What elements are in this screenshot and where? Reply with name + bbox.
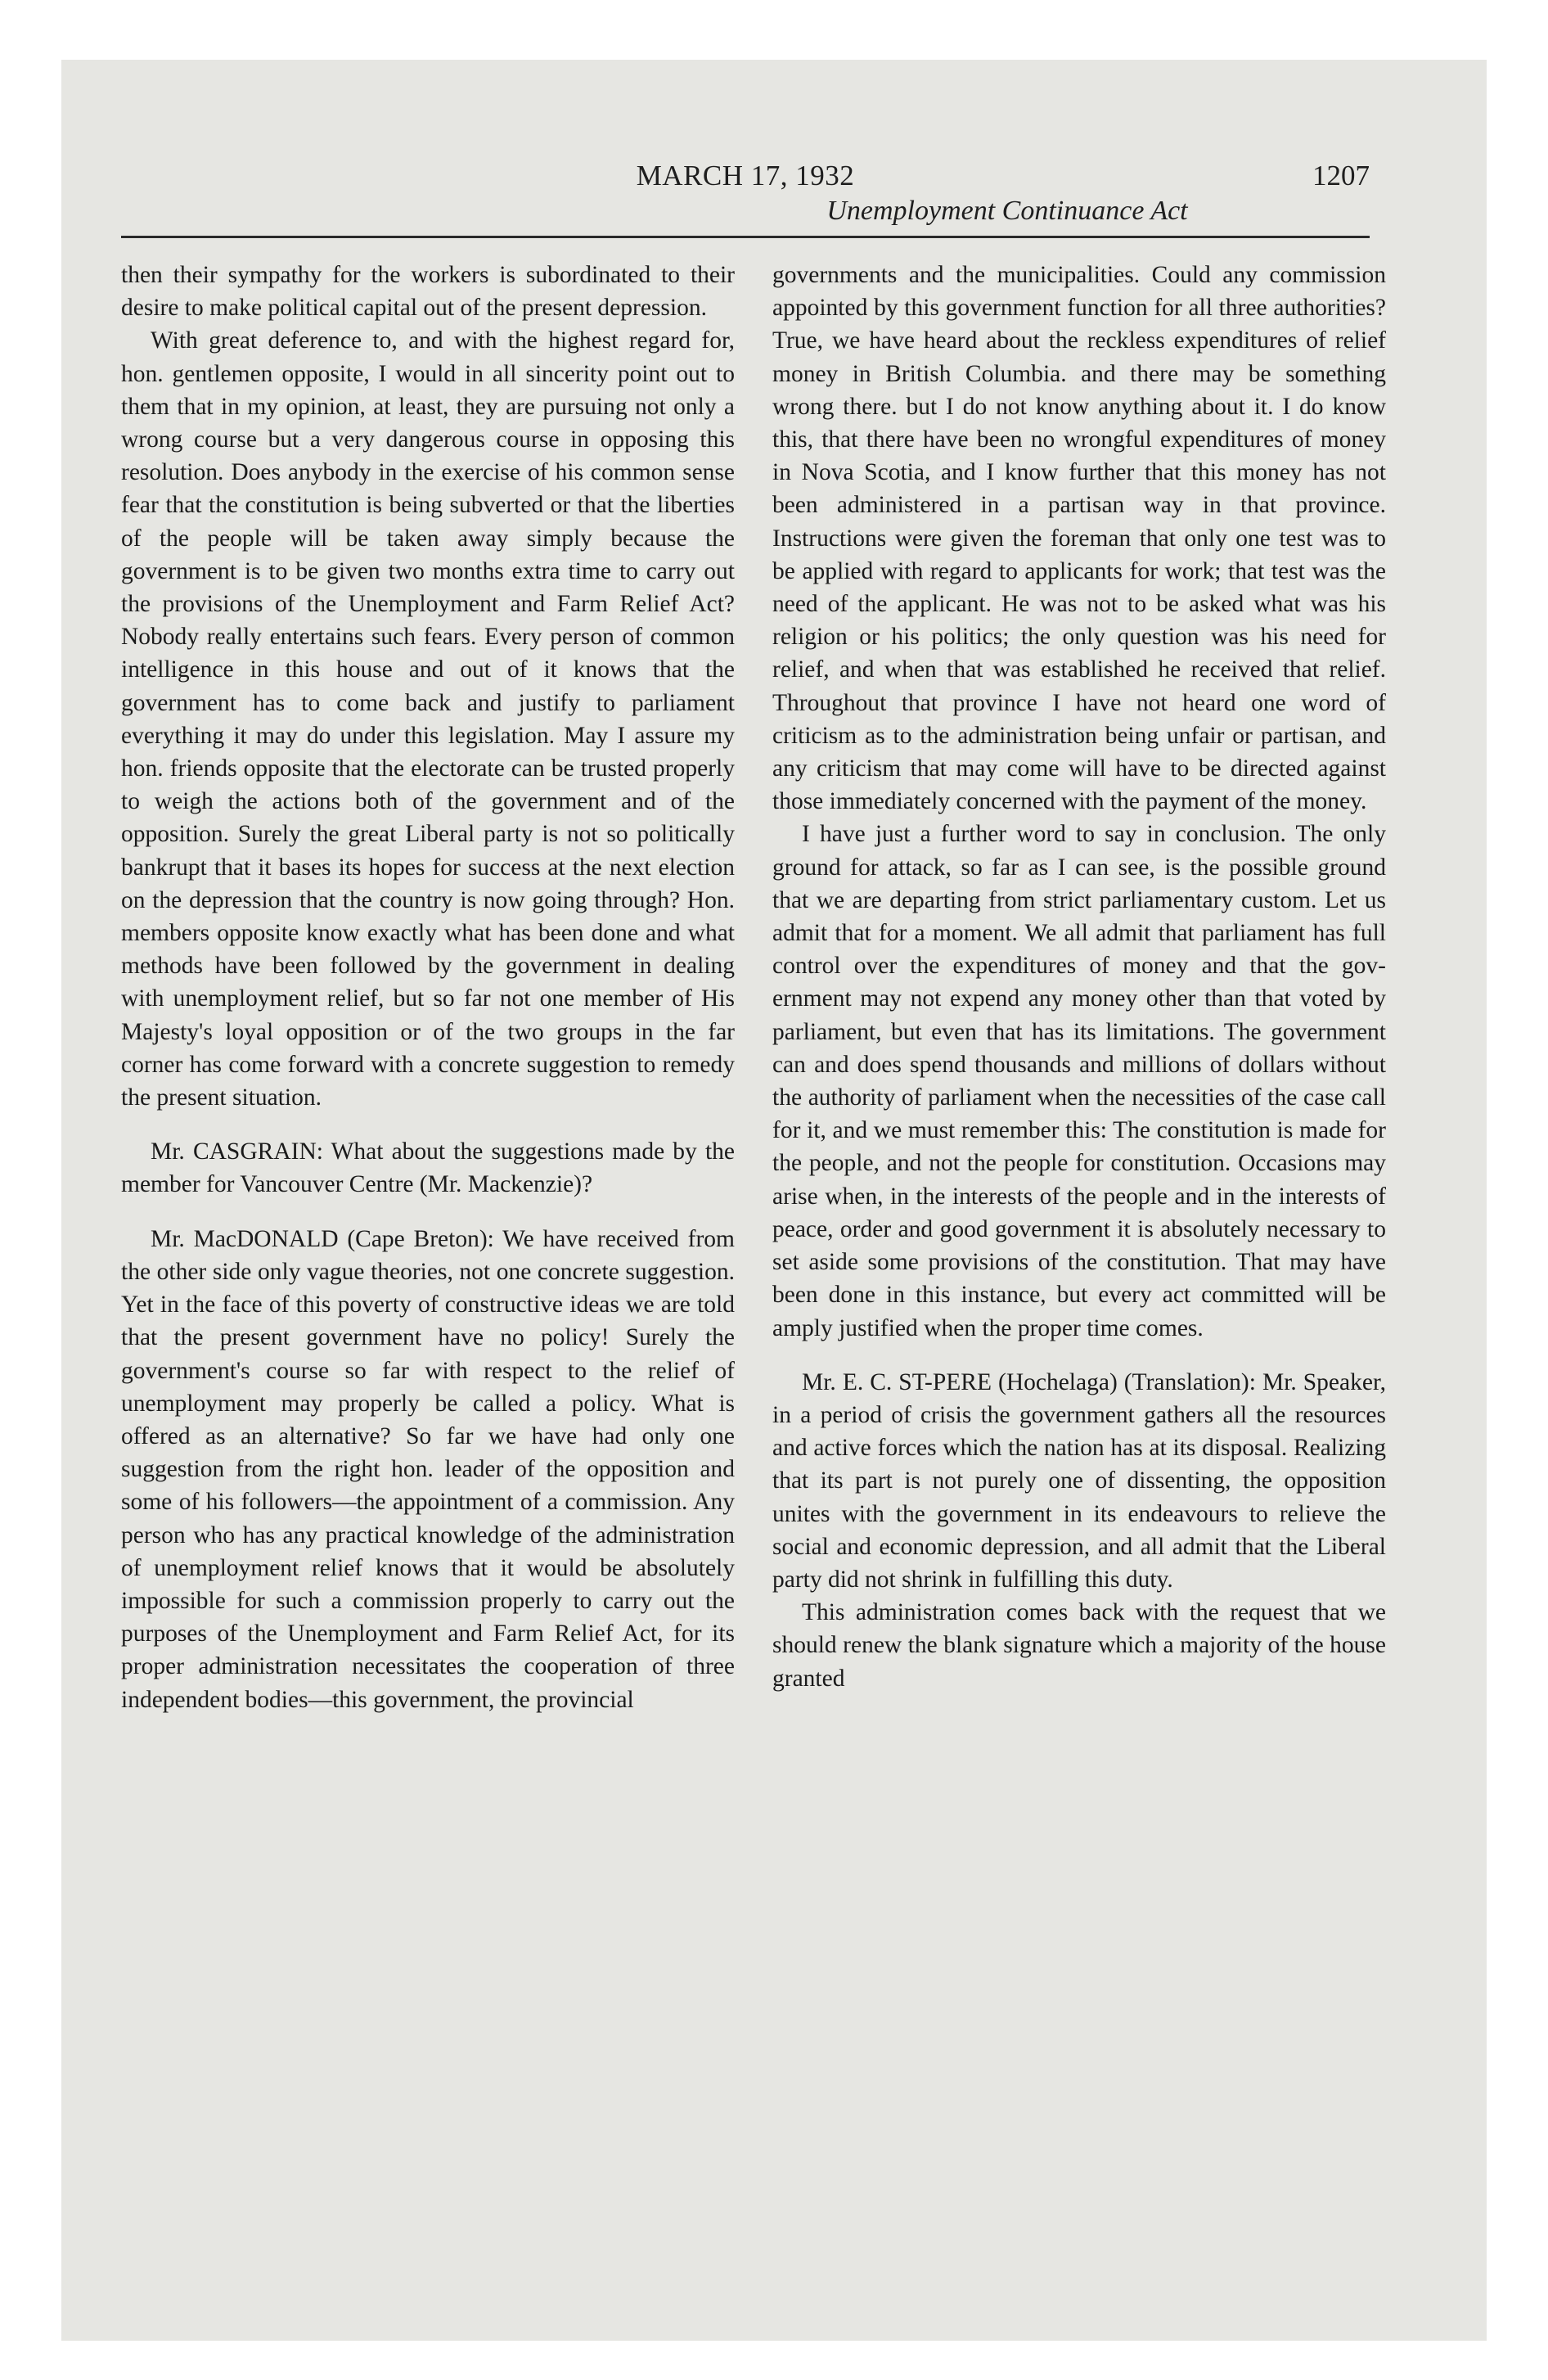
left-column xyxy=(121,259,735,2190)
paragraph-casgrain: Mr. CASGRAIN: What about the suggestions made by the member for Vancouver Centre (Mr. Mackenzie)? xyxy=(121,1138,735,1198)
paragraph: I have just a further word to say in conclusion. The only ground for attack, so far as I can see, is the possible ground that we are departing from strict parliamentary custom. Let us admit that for a moment. We all admit that parliament has full control over the expenditures of money and that the government may not expend any money other than that voted by parliament, but even that has its limitations. The government can and does spend thousands and millions of dollars without the authority of parliament when the necessities of the case call for it, and we must remember this: The constitution is made for the people, and not the people for constitution. Occasions may arise when, in the interests of the people and in the interests of peace, order and good government it is absolutely necessary to set aside some provisions of the constitution. That may have been done in this instance, but every act committed will be amply justified when the proper time comes. xyxy=(772,821,1386,1341)
page-number: 1207 xyxy=(1312,160,1370,192)
running-head-date: MARCH 17, 1932 xyxy=(636,160,855,192)
paragraph: This administration comes back with the request that we should renew the blank signature which a majority of the house granted xyxy=(772,1599,1386,1692)
right-column xyxy=(772,259,1386,2190)
paragraph: With great deference to, and with the highest regard for, hon. gentlemen opposite, I would in all sincerity point out to them that in my opinion, at least, they are pursuing not only a wrong course but a very dangerous course in opposing this resolution. Does anybody in the exercise of his common sense fear that the constitution is being subverted or that the liberties of the people will be taken away simply because the government is to be given two months extra time to carry out the provisions of the Unemployment and Farm Relief Act? Nobody really entertains such fears. Every person of common intelligence in this house and out of it knows that the government has to come back and justify to parliament everything it may do under this legislation. May I assure my hon. friends opposite that the electorate can be trusted properly to weigh the actions both of the government and of the opposition. Surely the great Liberal party is not so politically bankrupt that it bases its hopes for success at the next election on the depression that the country is now going through? Hon. members opposite know exactly what has been done and what methods have been followed by the government in dealing with unemployment relief, but so far not one member of His Majesty's loyal opposition or of the two groups in the far corner has come forward with a concrete suggestion to remedy the present situation. xyxy=(121,327,735,1111)
paragraph: governments and the municipalities. Could any commission appointed by this government function for all three authorities? True, we have heard about the reckless expenditures of relief money in British Columbia. and there may be something wrong there. but I do not know anything about it. I do know this, that there have been no wrongful expenditures of money in Nova Scotia, and I know further that this money has not been administered in a partisan way in that province. Instructions were given the foreman that only one test was to be applied with regard to applicants for work; that test was the need of the applicant. He was not to be asked what was his religion or his politics; the only question was his need for relief, and when that was established he received that relief. Throughout that province I have not heard one word of criticism as to the administration being unfair or partisan, and any criticism that may come will have to be directed against those immediately concerned with the payment of the money. xyxy=(772,262,1386,815)
section-title: Unemployment Continuance Act xyxy=(826,196,1188,226)
paragraph: then their sympathy for the workers is subordinated to their desire to make political capital out of the present depression. xyxy=(121,262,735,322)
paragraph-macdonald: Mr. MacDONALD (Cape Breton): We have received from the other side only vague theories, not one concrete suggestion. Yet in the face of this poverty of constructive ideas we are told that the present government have no policy! Surely the government's course so far with respect to the relief of unemployment may properly be called a policy. What is offered as an alternative? So far we have had only one suggestion from the right hon. leader of the opposition and some of his followers—the appointment of a commission. Any person who has any practical knowledge of the administration of unemployment relief knows that it would be absolutely impossible for such a commission properly to carry out the purposes of the Unemployment and Farm Relief Act, for its proper administration necessitates the cooperation of three independent bodies—this government, the provincial xyxy=(121,1225,735,1713)
page-header xyxy=(121,160,1370,241)
paragraph-st-pere: Mr. E. C. ST-PERE (Hochelaga) (Translation): Mr. Speaker, in a period of crisis the government gathers all the resources and active forces which the nation has at its disposal. Realizing that its part is not purely one of dissenting, the opposition unites with the government in its endeavours to relieve the social and economic depression, and all admit that the Liberal party did not shrink in fulfilling this duty. xyxy=(772,1368,1386,1593)
header-rule xyxy=(121,236,1370,238)
